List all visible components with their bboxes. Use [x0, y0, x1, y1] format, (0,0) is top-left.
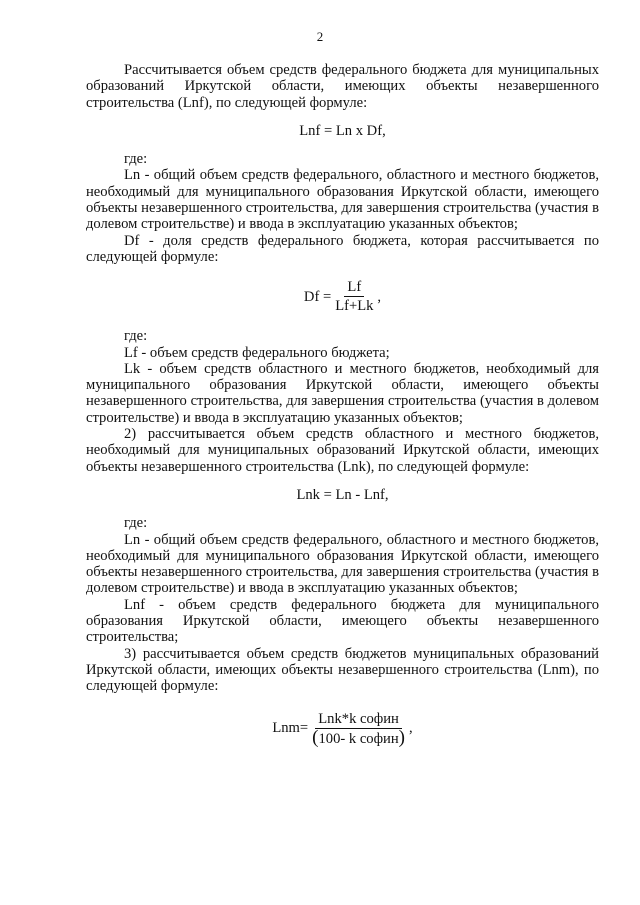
formula-lnm-paren-open: (	[312, 726, 319, 748]
document-body	[86, 62, 599, 747]
formula-df	[86, 279, 599, 314]
definition-lf: Lf - объем средств федерального бюджета;	[124, 344, 390, 361]
paragraph-regional-volume: 2) рассчитывается объем средств областного и местного бюджетов, необходимый для муниципальных образований Иркутской области, имеющих объекты незавершенного строительства (Lnk), по следующей формуле:	[86, 426, 599, 475]
formula-lnm-left: Lnm=	[272, 720, 309, 737]
page-number: 2	[316, 29, 324, 44]
formula-df-left: Df =	[303, 288, 332, 305]
formula-lnk: Lnk = Ln - Lnf,	[296, 486, 389, 503]
where-label: где:	[124, 151, 148, 168]
formula-lnm-tail: ,	[409, 720, 413, 737]
formula-lnm-paren-close: )	[398, 726, 405, 748]
where-label: где:	[124, 328, 148, 345]
formula-lnm-denominator-text: 100- k софин	[318, 730, 399, 747]
where-label: где:	[124, 515, 148, 532]
formula-df-fraction	[332, 279, 376, 314]
formula-df-tail: ,	[377, 288, 382, 305]
definition-lnf: Lnf - объем средств федерального бюджета для муниципального образования Иркутской области, имеющего объекты незавершенного строительства;	[86, 596, 599, 646]
formula-lnm-numerator: Lnk*k софин	[315, 711, 402, 729]
formula-lnm-denominator	[309, 726, 408, 748]
paragraph-municipal-volume: 3) рассчитывается объем средств бюджетов муниципальных образований Иркутской области, имеющих объекты незавершенного строительства (Lnm), по следующей формуле:	[86, 645, 599, 695]
formula-lnm	[86, 711, 599, 747]
definition-lk: Lk - объем средств областного и местного бюджетов, необходимый для муниципального образования Иркутской области, имеющего объекты незавершенного строительства, для завершения строительства (участия в долевом строительстве) и ввода в эксплуатацию указанных объектов;	[86, 360, 599, 426]
formula-df-numerator: Lf	[344, 279, 364, 297]
formula-lnm-fraction	[309, 711, 408, 747]
formula-df-denominator: Lf+Lk	[335, 298, 374, 315]
paragraph-federal-volume: Рассчитывается объем средств федерального бюджета для муниципальных образований Иркутской области, имеющих объекты незавершенного строительства (Lnf), по следующей формуле:	[86, 62, 599, 111]
definition-df: Df - доля средств федерального бюджета, которая рассчитывается по следующей формуле:	[86, 232, 599, 265]
definition-ln: Ln - общий объем средств федерального, областного и местного бюджетов, необходимый для муниципального образования Иркутской области, имеющего объекты незавершенного строительства, для завершения строительства (участия в долевом строительстве) и ввода в эксплуатацию указанных объектов;	[86, 167, 599, 233]
definition-ln-2: Ln - общий объем средств федерального, областного и местного бюджетов, необходимый для муниципального образования Иркутской области, имеющего объекты незавершенного строительства, для завершения строительства (участия в долевом строительстве) и ввода в эксплуатацию указанных объектов;	[86, 531, 599, 597]
formula-lnf: Lnf = Ln x Df,	[299, 122, 386, 139]
